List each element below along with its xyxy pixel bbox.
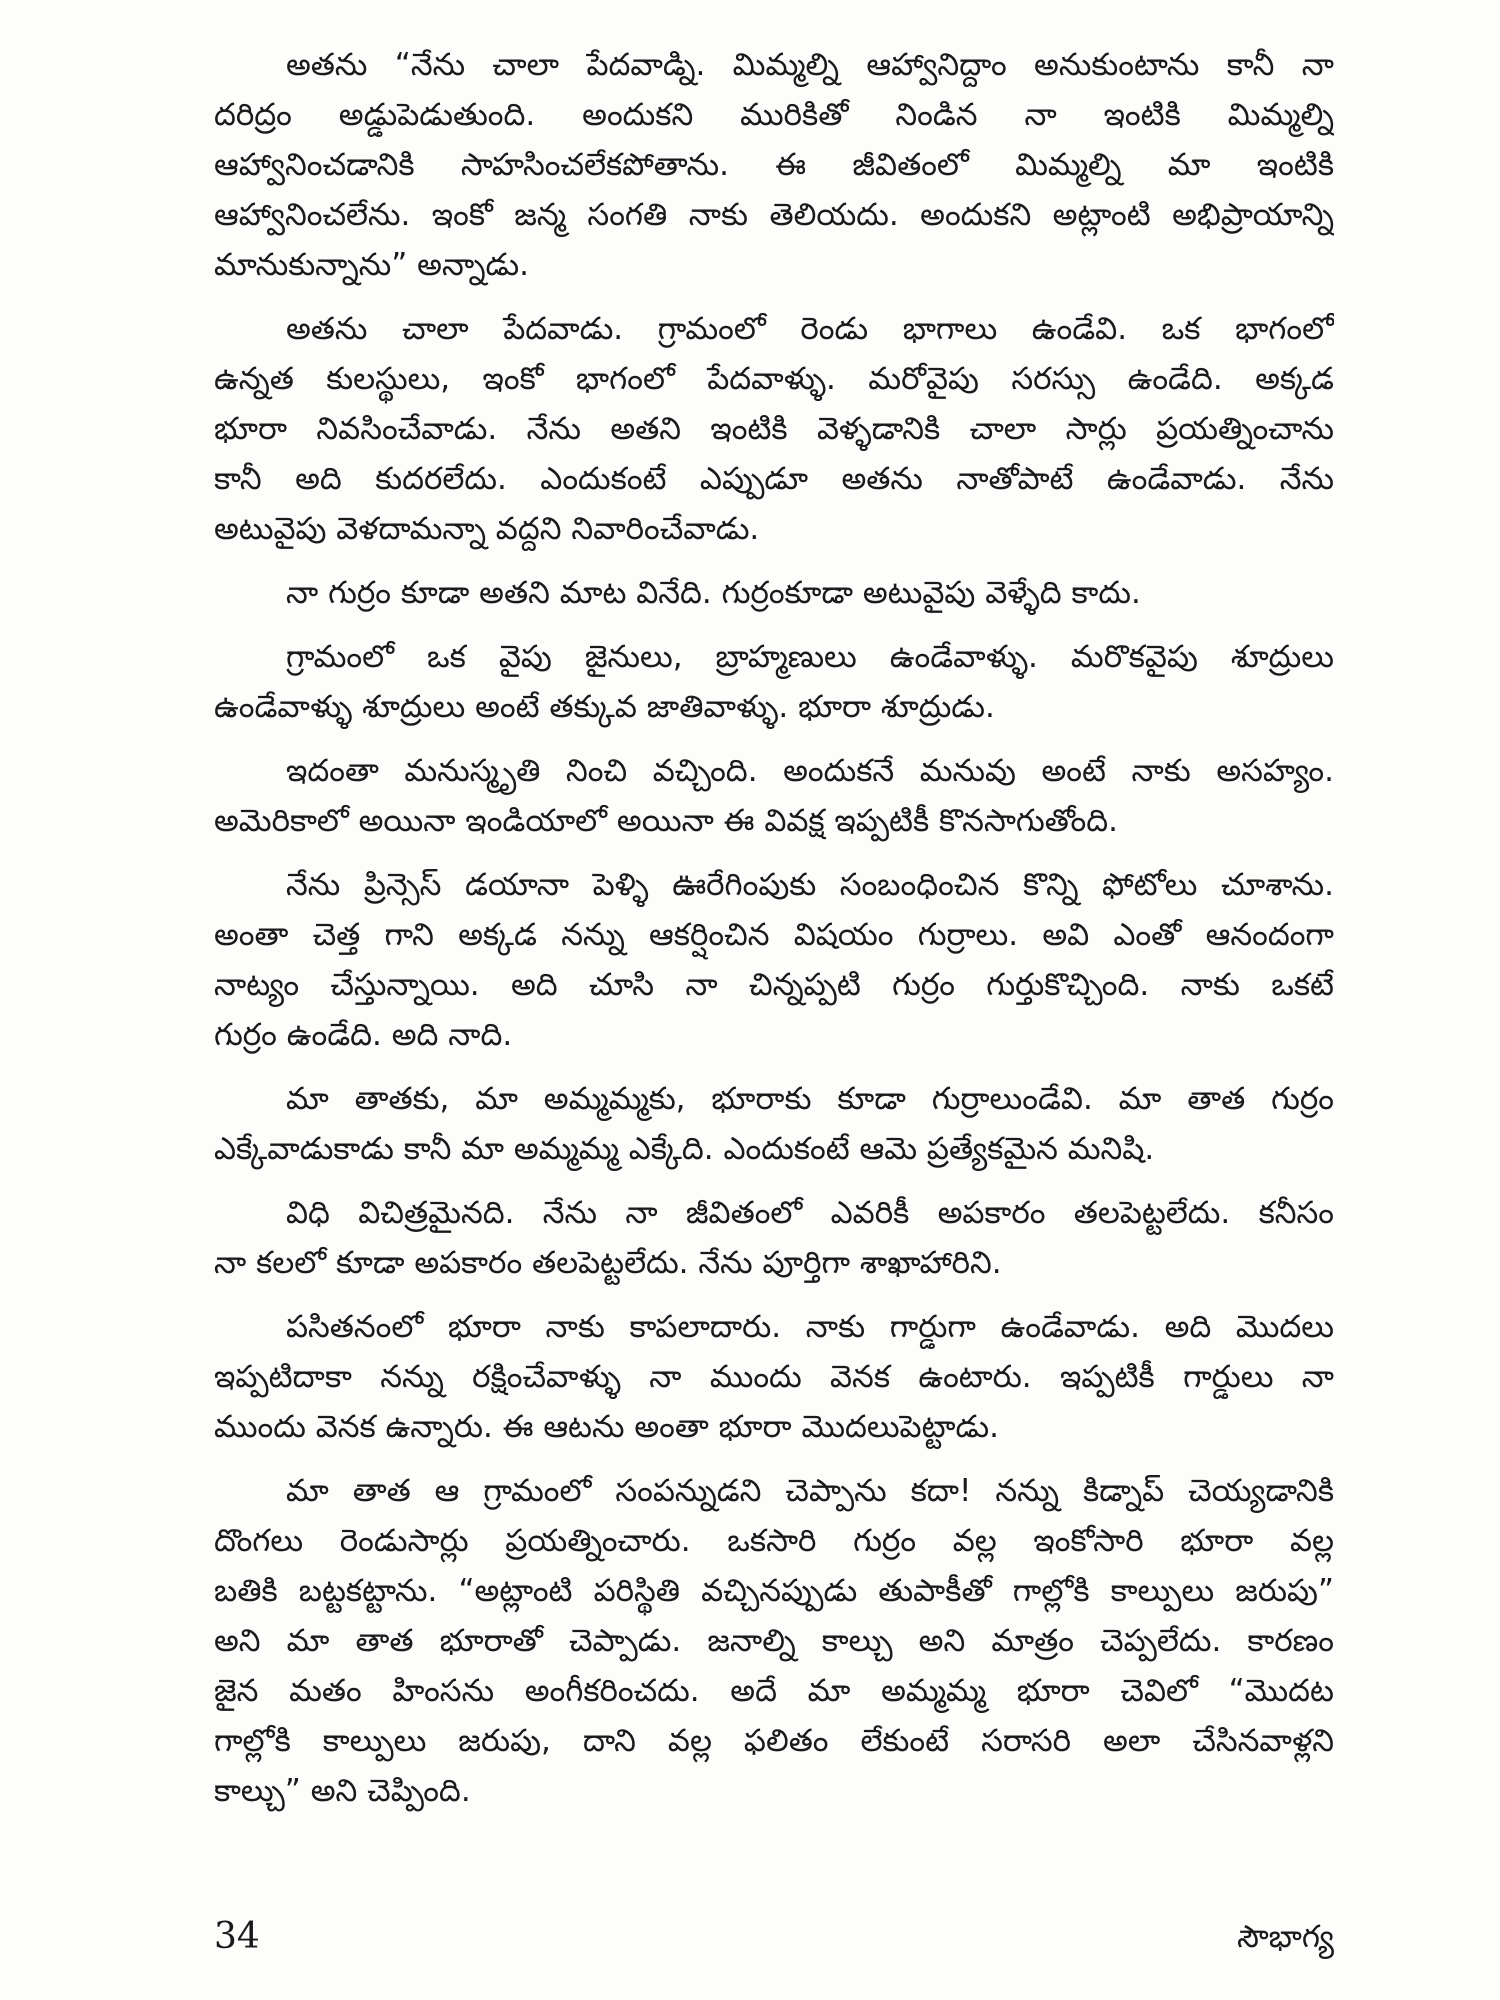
text-line: అతను చాలా పేదవాడు. గ్రామంలో రెండు భాగాలు ఉండేవి. ఒక భాగంలో <box>286 311 1334 347</box>
text-line: దొంగలు రెండుసార్లు ప్రయత్నించారు. ఒకసారి గుర్రం వల్ల ఇంకోసారి భూరా వల్ల <box>214 1523 1334 1559</box>
body-text <box>214 40 1334 1830</box>
page-footer <box>214 1912 1334 1962</box>
text-line: ఇప్పటిదాకా నన్ను రక్షించేవాళ్ళు నా ముందు వెనక ఉంటారు. ఇప్పటికీ గార్డులు నా <box>214 1359 1334 1395</box>
text-line: పసితనంలో భూరా నాకు కాపలాదారు. నాకు గార్డుగా ఉండేవాడు. అది మొదలు <box>286 1309 1334 1345</box>
text-line: ఆహ్వానించలేను. ఇంకో జన్మ సంగతి నాకు తెలియదు. అందుకని అట్లాంటి అభిప్రాయాన్ని <box>214 197 1334 233</box>
text-line: నేను ప్రిన్సెస్ డయానా పెళ్ళి ఊరేగింపుకు సంబంధించిన కొన్ని ఫోటోలు చూశాను. <box>286 867 1334 903</box>
text-line: మానుకున్నాను” అన్నాడు. <box>214 247 530 283</box>
text-line: విధి విచిత్రమైనది. నేను నా జీవితంలో ఎవరికీ అపకారం తలపెట్టలేదు. కనీసం <box>286 1195 1334 1231</box>
text-line: దరిద్రం అడ్డుపెడుతుంది. అందుకని మురికితో నిండిన నా ఇంటికి మిమ్మల్ని <box>214 97 1334 133</box>
text-line: అతను “నేను చాలా పేదవాడ్ని. మిమ్మల్ని ఆహ్వానిద్దాం అనుకుంటాను కానీ నా <box>286 47 1334 83</box>
paragraph <box>214 568 1334 618</box>
text-line: నా గుర్రం కూడా అతని మాట వినేది. గుర్రంకూడా అటువైపు వెళ్ళేది కాదు. <box>286 575 1141 611</box>
book-title: సౌభాగ్య <box>1237 1919 1334 1955</box>
text-line: మా తాత ఆ గ్రామంలో సంపన్నుడని చెప్పాను కదా! నన్ను కిడ్నాప్ చెయ్యడానికి <box>286 1473 1334 1509</box>
text-line: ముందు వెనక ఉన్నారు. ఈ ఆటను అంతా భూరా మొదలుపెట్టాడు. <box>214 1409 1000 1445</box>
paragraph <box>214 632 1334 732</box>
text-line: గ్రామంలో ఒక వైపు జైనులు, బ్రాహ్మణులు ఉండేవాళ్ళు. మరొకవైపు శూద్రులు <box>286 639 1334 675</box>
text-line: అంతా చెత్త గాని అక్కడ నన్ను ఆకర్షించిన విషయం గుర్రాలు. అవి ఎంతో ఆనందంగా <box>214 917 1334 953</box>
text-line: ఎక్కేవాడుకాడు కానీ మా అమ్మమ్మ ఎక్కేది. ఎందుకంటే ఆమె ప్రత్యేకమైన మనిషి. <box>214 1131 1155 1167</box>
text-line: గాల్లోకి కాల్పులు జరుపు, దాని వల్ల ఫలితం లేకుంటే సరాసరి అలా చేసినవాళ్లని <box>214 1723 1334 1759</box>
text-line: అమెరికాలో అయినా ఇండియాలో అయినా ఈ వివక్ష ఇప్పటికీ కొనసాగుతోంది. <box>214 803 1119 839</box>
paragraph <box>214 746 1334 846</box>
page-number: 34 <box>214 1916 260 1957</box>
text-line: ఆహ్వానించడానికి సాహసించలేకపోతాను. ఈ జీవితంలో మిమ్మల్ని మా ఇంటికి <box>214 147 1334 183</box>
text-line: భూరా నివసించేవాడు. నేను అతని ఇంటికి వెళ్ళడానికి చాలా సార్లు ప్రయత్నించాను <box>214 411 1334 447</box>
text-line: ఉన్నత కులస్థులు, ఇంకో భాగంలో పేదవాళ్ళు. మరోవైపు సరస్సు ఉండేది. అక్కడ <box>214 361 1334 397</box>
paragraph <box>214 1188 1334 1288</box>
text-line: నా కలలో కూడా అపకారం తలపెట్టలేదు. నేను పూర్తిగా శాఖాహారిని. <box>214 1245 1002 1281</box>
paragraph <box>214 304 1334 554</box>
text-line: ఉండేవాళ్ళు శూద్రులు అంటే తక్కువ జాతివాళ్ళు. భూరా శూద్రుడు. <box>214 689 995 725</box>
text-line: అటువైపు వెళదామన్నా వద్దని నివారించేవాడు. <box>214 511 760 547</box>
text-line: జైన మతం హింసను అంగీకరించదు. అదే మా అమ్మమ్మ భూరా చెవిలో “మొదట <box>214 1673 1334 1709</box>
paragraph <box>214 1302 1334 1452</box>
paragraph <box>214 1074 1334 1174</box>
text-line: బతికి బట్టకట్టాను. “అట్లాంటి పరిస్థితి వచ్చినప్పుడు తుపాకీతో గాల్లోకి కాల్పులు జరుపు” <box>214 1573 1334 1609</box>
text-line: కాల్చు” అని చెప్పింది. <box>214 1773 471 1809</box>
text-line: గుర్రం ఉండేది. అది నాది. <box>214 1017 513 1053</box>
text-line: అని మా తాత భూరాతో చెప్పాడు. జనాల్ని కాల్చు అని మాత్రం చెప్పలేదు. కారణం <box>214 1623 1334 1659</box>
text-line: నాట్యం చేస్తున్నాయి. అది చూసి నా చిన్నప్పటి గుర్రం గుర్తుకొచ్చింది. నాకు ఒకటే <box>214 967 1334 1003</box>
text-line: ఇదంతా మనుస్మృతి నించి వచ్చింది. అందుకనే మనువు అంటే నాకు అసహ్యం. <box>286 753 1334 789</box>
paragraph <box>214 40 1334 290</box>
text-line: కానీ అది కుదరలేదు. ఎందుకంటే ఎప్పుడూ అతను నాతోపాటే ఉండేవాడు. నేను <box>214 461 1334 497</box>
text-line: మా తాతకు, మా అమ్మమ్మకు, భూరాకు కూడా గుర్రాలుండేవి. మా తాత గుర్రం <box>286 1081 1334 1117</box>
paragraph <box>214 1466 1334 1816</box>
paragraph <box>214 860 1334 1060</box>
